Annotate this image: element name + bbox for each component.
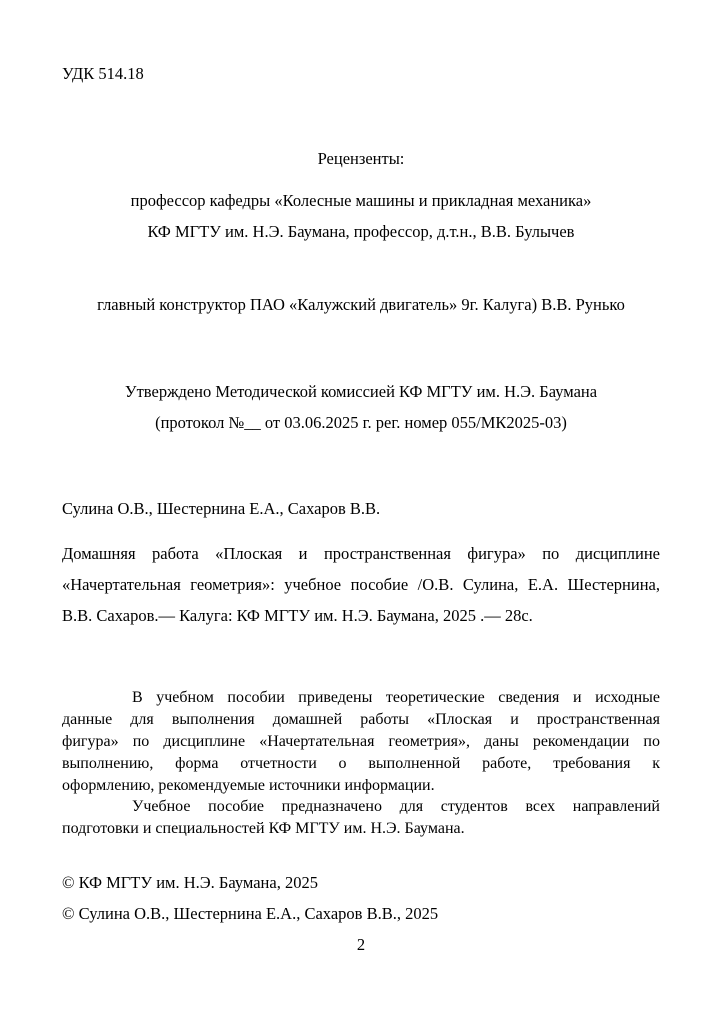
approval-line-1: Утверждено Методической комиссией КФ МГТУ им. Н.Э. Баумана <box>124 382 598 401</box>
abstract-line: Учебное пособие предназначено для студентов всех направлений <box>132 798 660 815</box>
bibliography-line-2: «Начертательная геометрия»: учебное пособие /О.В. Сулина, Е.А. Шестернина, <box>62 575 660 594</box>
reviewer-1-line-1: профессор кафедры «Колесные машины и прикладная механика» <box>130 191 592 210</box>
abstract-line: данные для выполнения домашней работы «Плоская и пространственная <box>62 711 660 728</box>
bibliography-line-3: В.В. Сахаров.— Калуга: КФ МГТУ им. Н.Э. Баумана, 2025 .— 28с. <box>62 606 533 625</box>
reviewer-2: главный конструктор ПАО «Калужский двигатель» 9г. Калуга) В.В. Рунько <box>97 295 625 314</box>
copyright-institution: © КФ МГТУ им. Н.Э. Баумана, 2025 <box>62 873 318 892</box>
abstract-line: оформлению, рекомендуемые источники информации. <box>62 777 435 794</box>
page-number: 2 <box>356 935 366 954</box>
authors: Сулина О.В., Шестернина Е.А., Сахаров В.В. <box>62 499 381 518</box>
approval-line-2: (протокол №__ от 03.06.2025 г. рег. номер 055/МК2025-03) <box>155 413 567 432</box>
udk-code: УДК 514.18 <box>62 64 144 83</box>
copyright-authors: © Сулина О.В., Шестернина Е.А., Сахаров В.В., 2025 <box>62 904 439 923</box>
abstract-line: фигура» по дисциплине «Начертательная геометрия», даны рекомендации по <box>62 733 660 750</box>
abstract-line: выполнению, форма отчетности о выполненной работе, требования к <box>62 755 660 772</box>
abstract-line: В учебном пособии приведены теоретические сведения и исходные <box>132 689 660 706</box>
reviewer-1-line-2: КФ МГТУ им. Н.Э. Баумана, профессор, д.т.н., В.В. Булычев <box>147 222 575 241</box>
reviewers-heading: Рецензенты: <box>317 149 405 168</box>
abstract-line: подготовки и специальностей КФ МГТУ им. Н.Э. Баумана. <box>62 820 465 837</box>
bibliography-line-1: Домашняя работа «Плоская и пространственная фигура» по дисциплине <box>62 544 660 563</box>
